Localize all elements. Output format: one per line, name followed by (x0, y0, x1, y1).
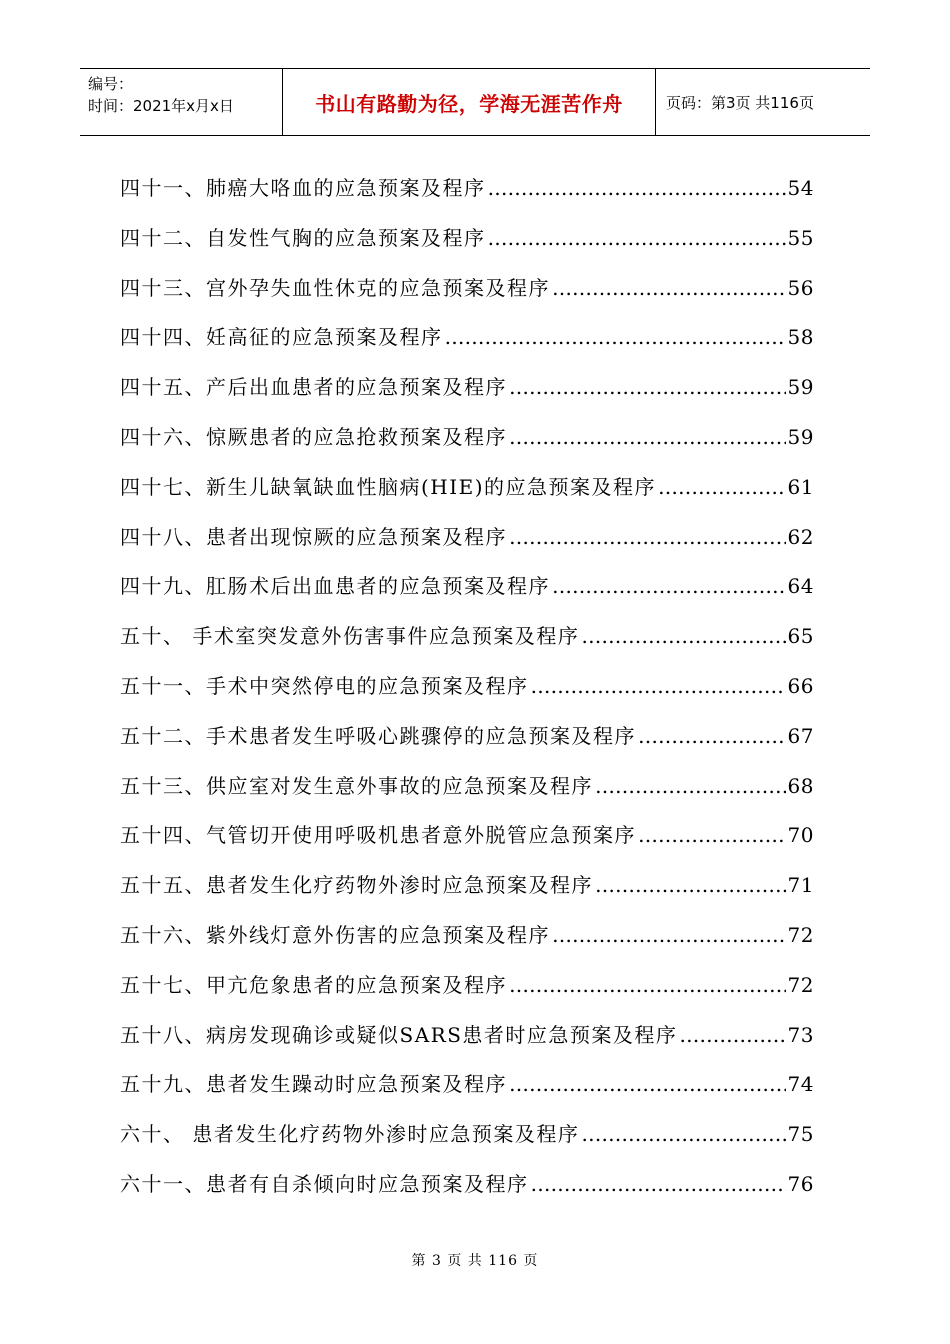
toc-entry[interactable] (120, 620, 814, 670)
toc-entry-title: 五十九、患者发生躁动时应急预案及程序 (120, 1072, 507, 1097)
toc-entry-title: 五十八、病房发现确诊或疑似SARS患者时应急预案及程序 (120, 1022, 678, 1047)
toc-entry-page: 65 (787, 624, 814, 649)
header-meta (80, 69, 283, 135)
toc-dot-leader (509, 973, 786, 997)
toc-dot-leader (509, 425, 786, 449)
toc-dot-leader (638, 823, 786, 847)
toc-dot-leader (552, 923, 786, 947)
toc-dot-leader (581, 1122, 785, 1146)
toc-entry-page: 62 (787, 524, 814, 549)
toc-entry-page: 66 (787, 673, 814, 698)
toc-entry[interactable] (120, 321, 814, 371)
toc-entry-title: 六十一、患者有自杀倾向时应急预案及程序 (120, 1171, 529, 1196)
toc-entry-title: 四十二、自发性气胸的应急预案及程序 (120, 225, 486, 250)
toc-entry-title: 六十、 患者发生化疗药物外渗时应急预案及程序 (120, 1122, 580, 1147)
document-date: 时间：2021年x月x日 (88, 97, 234, 115)
table-of-contents (120, 172, 814, 1218)
document-number-label: 编号： (88, 75, 134, 93)
toc-entry-page: 54 (787, 176, 814, 200)
toc-entry-title: 五十、 手术室突发意外伤害事件应急预案及程序 (120, 624, 580, 649)
toc-entry-page: 73 (787, 1022, 814, 1047)
toc-entry-page: 59 (787, 424, 814, 449)
toc-entry[interactable] (120, 819, 814, 869)
toc-entry-page: 68 (787, 773, 814, 798)
page-header (80, 68, 870, 136)
toc-entry[interactable] (120, 770, 814, 820)
toc-entry[interactable] (120, 1019, 814, 1069)
toc-entry-title: 五十二、手术患者发生呼吸心跳骤停的应急预案及程序 (120, 723, 636, 748)
toc-entry[interactable] (120, 172, 814, 222)
toc-entry-page: 59 (787, 375, 814, 400)
toc-dot-leader (638, 724, 786, 748)
toc-dot-leader (552, 276, 786, 300)
toc-entry-title: 四十七、新生儿缺氧缺血性脑病(HIE)的应急预案及程序 (120, 474, 657, 499)
toc-entry[interactable] (120, 1118, 814, 1168)
toc-entry-page: 71 (787, 873, 814, 898)
toc-entry-title: 五十五、患者发生化疗药物外渗时应急预案及程序 (120, 873, 593, 898)
toc-entry-page: 72 (787, 922, 814, 947)
toc-entry-title: 四十八、患者出现惊厥的应急预案及程序 (120, 524, 507, 549)
toc-dot-leader (488, 176, 786, 200)
header-motto: 书山有路勤为径，学海无涯苦作舟 (283, 69, 656, 135)
toc-entry[interactable] (120, 421, 814, 471)
toc-dot-leader (509, 375, 786, 399)
toc-entry[interactable] (120, 1168, 814, 1218)
toc-entry[interactable] (120, 720, 814, 770)
toc-entry-page: 75 (787, 1122, 814, 1147)
toc-dot-leader (531, 1172, 786, 1196)
toc-entry-title: 四十六、惊厥患者的应急抢救预案及程序 (120, 424, 507, 449)
toc-entry-title: 四十九、肛肠术后出血患者的应急预案及程序 (120, 574, 550, 599)
toc-dot-leader (595, 774, 786, 798)
toc-entry-title: 四十一、肺癌大咯血的应急预案及程序 (120, 176, 486, 200)
toc-entry[interactable] (120, 670, 814, 720)
header-page-info: 页码：第3页 共116页 (666, 93, 814, 112)
toc-dot-leader (595, 873, 786, 897)
toc-entry-page: 58 (787, 325, 814, 350)
toc-entry-title: 四十三、宫外孕失血性休克的应急预案及程序 (120, 275, 550, 300)
toc-entry-page: 72 (787, 972, 814, 997)
toc-entry[interactable] (120, 222, 814, 272)
toc-dot-leader (531, 674, 786, 698)
toc-entry-title: 四十四、妊高征的应急预案及程序 (120, 325, 443, 350)
toc-dot-leader (509, 525, 786, 549)
toc-entry-page: 56 (787, 275, 814, 300)
toc-entry-page: 74 (787, 1072, 814, 1097)
toc-entry-title: 五十四、气管切开使用呼吸机患者意外脱管应急预案序 (120, 823, 636, 848)
toc-entry-page: 76 (787, 1171, 814, 1196)
toc-dot-leader (581, 624, 785, 648)
toc-entry[interactable] (120, 521, 814, 571)
toc-entry-title: 五十六、紫外线灯意外伤害的应急预案及程序 (120, 922, 550, 947)
toc-entry[interactable] (120, 1068, 814, 1118)
toc-entry-page: 55 (787, 225, 814, 250)
toc-entry-title: 五十一、手术中突然停电的应急预案及程序 (120, 673, 529, 698)
toc-dot-leader (509, 1072, 786, 1096)
toc-dot-leader (488, 226, 786, 250)
toc-entry-title: 五十七、甲亢危象患者的应急预案及程序 (120, 972, 507, 997)
toc-entry[interactable] (120, 969, 814, 1019)
toc-entry-title: 四十五、产后出血患者的应急预案及程序 (120, 375, 507, 400)
toc-entry-title: 五十三、供应室对发生意外事故的应急预案及程序 (120, 773, 593, 798)
toc-entry-page: 70 (787, 823, 814, 848)
toc-entry[interactable] (120, 869, 814, 919)
toc-entry[interactable] (120, 570, 814, 620)
toc-entry-page: 67 (787, 723, 814, 748)
toc-entry[interactable] (120, 371, 814, 421)
toc-entry-page: 64 (787, 574, 814, 599)
toc-dot-leader (445, 325, 786, 349)
toc-dot-leader (552, 574, 786, 598)
toc-dot-leader (679, 1023, 785, 1047)
toc-dot-leader (658, 475, 786, 499)
toc-entry-page: 61 (787, 474, 814, 499)
toc-entry[interactable] (120, 919, 814, 969)
toc-entry[interactable] (120, 471, 814, 521)
toc-entry[interactable] (120, 272, 814, 322)
page-footer: 第 3 页 共 116 页 (411, 1253, 539, 1269)
